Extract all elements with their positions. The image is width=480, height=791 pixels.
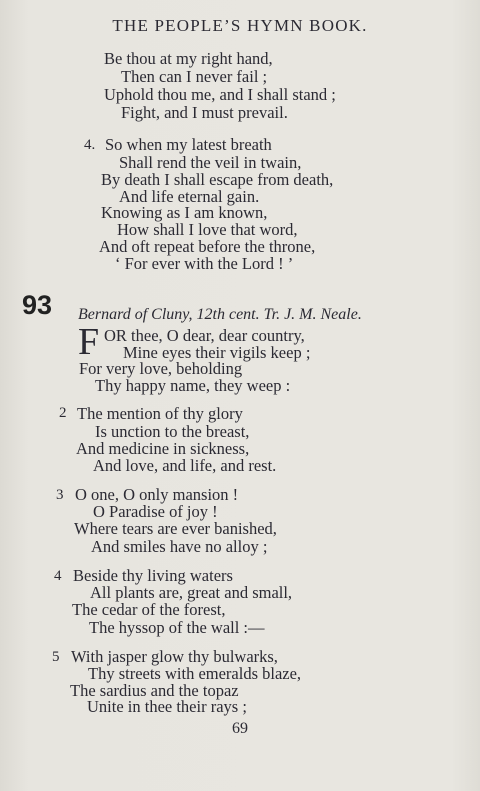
- hymn-line: For very love, beholding: [79, 359, 243, 378]
- hymn-line: The sardius and the topaz: [70, 681, 239, 700]
- verse-number: 4.: [84, 137, 96, 153]
- hymn-line: With jasper glow thy bulwarks,: [71, 647, 278, 666]
- hymn-line: The cedar of the forest,: [72, 600, 226, 619]
- hymn-line: Shall rend the veil in twain,: [119, 153, 302, 172]
- hymn-line: And oft repeat before the throne,: [99, 237, 316, 256]
- page-number: 69: [232, 720, 248, 737]
- hymn-line: O Paradise of joy !: [93, 502, 218, 521]
- verse-number: 4: [54, 568, 62, 584]
- hymn-line: All plants are, great and small,: [90, 583, 293, 602]
- hymn-line: Thy happy name, they weep :: [95, 376, 291, 395]
- hymn-line: Where tears are ever banished,: [74, 519, 277, 538]
- hymn-line: Knowing as I am known,: [101, 203, 268, 222]
- hymn-line: Mine eyes their vigils keep ;: [123, 343, 311, 362]
- hymn-line: And smiles have no alloy ;: [91, 537, 268, 556]
- verse-number: 5: [52, 649, 60, 665]
- hymn-line: And medicine in sickness,: [76, 439, 250, 458]
- hymn-line: OR thee, O dear, dear country,: [104, 326, 305, 345]
- hymn-line: Is unction to the breast,: [95, 422, 250, 441]
- hymn-line: The mention of thy glory: [77, 404, 243, 423]
- hymn-line: Uphold thou me, and I shall stand ;: [104, 85, 336, 104]
- hymn-attribution: Bernard of Cluny, 12th cent. Tr. J. M. Neale.: [78, 306, 362, 323]
- hymn-line: And love, and life, and rest.: [93, 456, 277, 475]
- hymn-line: How shall I love that word,: [117, 220, 298, 239]
- hymn-number: 93: [22, 290, 53, 320]
- hymn-line: Unite in thee their rays ;: [87, 697, 247, 716]
- hymn-line: The hyssop of the wall :—: [89, 618, 265, 637]
- running-header: THE PEOPLE’S HYMN BOOK.: [112, 16, 368, 35]
- hymn-line: Then can I never fail ;: [121, 67, 268, 86]
- hymn-line: By death I shall escape from death,: [101, 170, 334, 189]
- verse-number: 3: [56, 487, 64, 503]
- hymn-line: Be thou at my right hand,: [104, 49, 273, 68]
- hymn-line: So when my latest breath: [105, 135, 272, 154]
- verse-number: 2: [59, 405, 67, 421]
- drop-cap: F: [78, 321, 100, 363]
- hymn-line: Beside thy living waters: [73, 566, 233, 585]
- hymn-line: Thy streets with emeralds blaze,: [88, 664, 302, 683]
- hymn-line: ‘ For ever with the Lord ! ’: [115, 254, 294, 273]
- hymn-line: And life eternal gain.: [119, 187, 260, 206]
- hymn-line: O one, O only mansion !: [75, 485, 239, 504]
- hymn-line: Fight, and I must prevail.: [121, 103, 288, 122]
